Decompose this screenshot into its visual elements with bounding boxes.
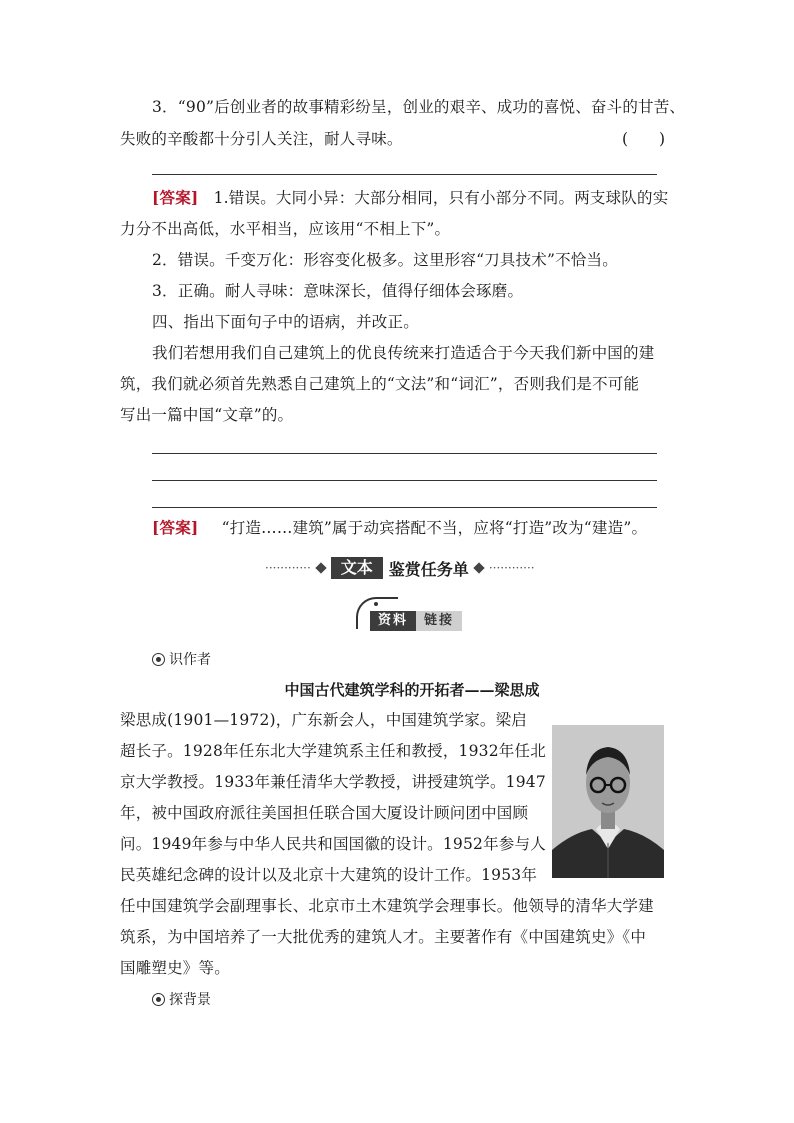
- section-4-line-1: 我们若想用我们自己建筑上的优良传统来打造适合于今天我们新中国的建: [152, 344, 655, 362]
- author-line-6: 民英雄纪念碑的设计以及北京十大建筑的设计工作。1953年: [120, 866, 538, 884]
- answer-rule: [152, 453, 657, 454]
- dot-decoration-icon: [374, 602, 378, 606]
- bullet-circle-icon: [152, 653, 165, 666]
- answer-tag: [答案]: [152, 188, 199, 207]
- author-portrait-photo: [552, 725, 664, 878]
- answer-1-line-4: 3．正确。耐人寻味：意味深长，值得仔细体会琢磨。: [152, 282, 524, 300]
- banner-dots-right: ············: [488, 561, 535, 575]
- resource-link-badge: [370, 611, 462, 631]
- answer-1-text-1: 1.错误。大同小异：大部分相同，只有小部分不同。两支球队的实: [213, 189, 669, 207]
- answer-blank: ( ): [622, 130, 666, 148]
- background-section-heading: [152, 989, 211, 1009]
- author-line-4: 年，被中国政府派往美国担任联合国大厦设计顾问团中国顾: [120, 804, 529, 822]
- author-line-9: 国雕塑史》等。: [120, 959, 230, 977]
- answer-2-line: [152, 517, 647, 539]
- resource-label: 资料: [370, 611, 416, 631]
- question-3-line-1: 3．“90”后创业者的故事精彩纷呈，创业的艰辛、成功的喜悦、奋斗的甘苦、: [152, 98, 686, 116]
- section-4-line-2: 筑，我们就必须首先熟悉自己建筑上的“文法”和“词汇”，否则我们是不可能: [120, 375, 640, 393]
- author-section-heading: [152, 649, 211, 669]
- answer-1-line-3: 2．错误。千变万化：形容变化极多。这里形容“刀具技术”不恰当。: [152, 251, 618, 269]
- author-line-3: 京大学教授。1933年兼任清华大学教授，讲授建筑学。1947: [120, 773, 546, 791]
- author-line-2: 超长子。1928年任东北大学建筑系主任和教授，1932年任北: [120, 742, 546, 760]
- diamond-icon: [473, 562, 484, 573]
- section-4-heading: 四、指出下面句子中的语病，并改正。: [152, 313, 419, 331]
- section-4-line-3: 写出一篇中国“文章”的。: [120, 406, 294, 424]
- banner-label-text: 鉴赏任务单: [388, 559, 469, 579]
- author-line-8: 筑系，为中国培养了一大批优秀的建筑人才。主要著作有《中国建筑史》《中: [120, 928, 647, 946]
- author-section-label: 识作者: [169, 652, 211, 668]
- answer-rule: [152, 174, 657, 175]
- background-section-label: 探背景: [169, 992, 211, 1008]
- answer-1-line-2: 力分不出高低，水平相当，应该用“不相上下”。: [120, 220, 451, 238]
- author-line-5: 问。1949年参与中华人民共和国国徽的设计。1952年参与人: [120, 835, 546, 853]
- author-line-7: 任中国建筑学会副理事长、北京市土木建筑学会理事长。他领导的清华大学建: [120, 897, 654, 915]
- section-banner: [265, 557, 535, 579]
- banner-dots-left: ············: [265, 561, 311, 575]
- author-line-1: 梁思成(1901—1972)，广东新会人，中国建筑学家。梁启: [120, 711, 527, 729]
- answer-rule: [152, 480, 657, 481]
- diamond-icon: [315, 562, 326, 573]
- answer-1-line-1: [152, 187, 668, 209]
- answer-rule: [152, 507, 657, 508]
- question-3-line-2: 失败的辛酸都十分引人关注，耐人寻味。: [120, 130, 403, 148]
- answer-2-text: “打造……建筑”属于动宾搭配不当，应将“打造”改为“建造”。: [221, 519, 648, 537]
- link-label: 链接: [416, 611, 462, 631]
- bullet-circle-icon: [152, 993, 165, 1006]
- answer-tag: [答案]: [152, 518, 199, 537]
- banner-label-box: 文本: [331, 557, 383, 579]
- author-article-title: 中国古代建筑学科的开拓者——梁思成: [284, 681, 540, 699]
